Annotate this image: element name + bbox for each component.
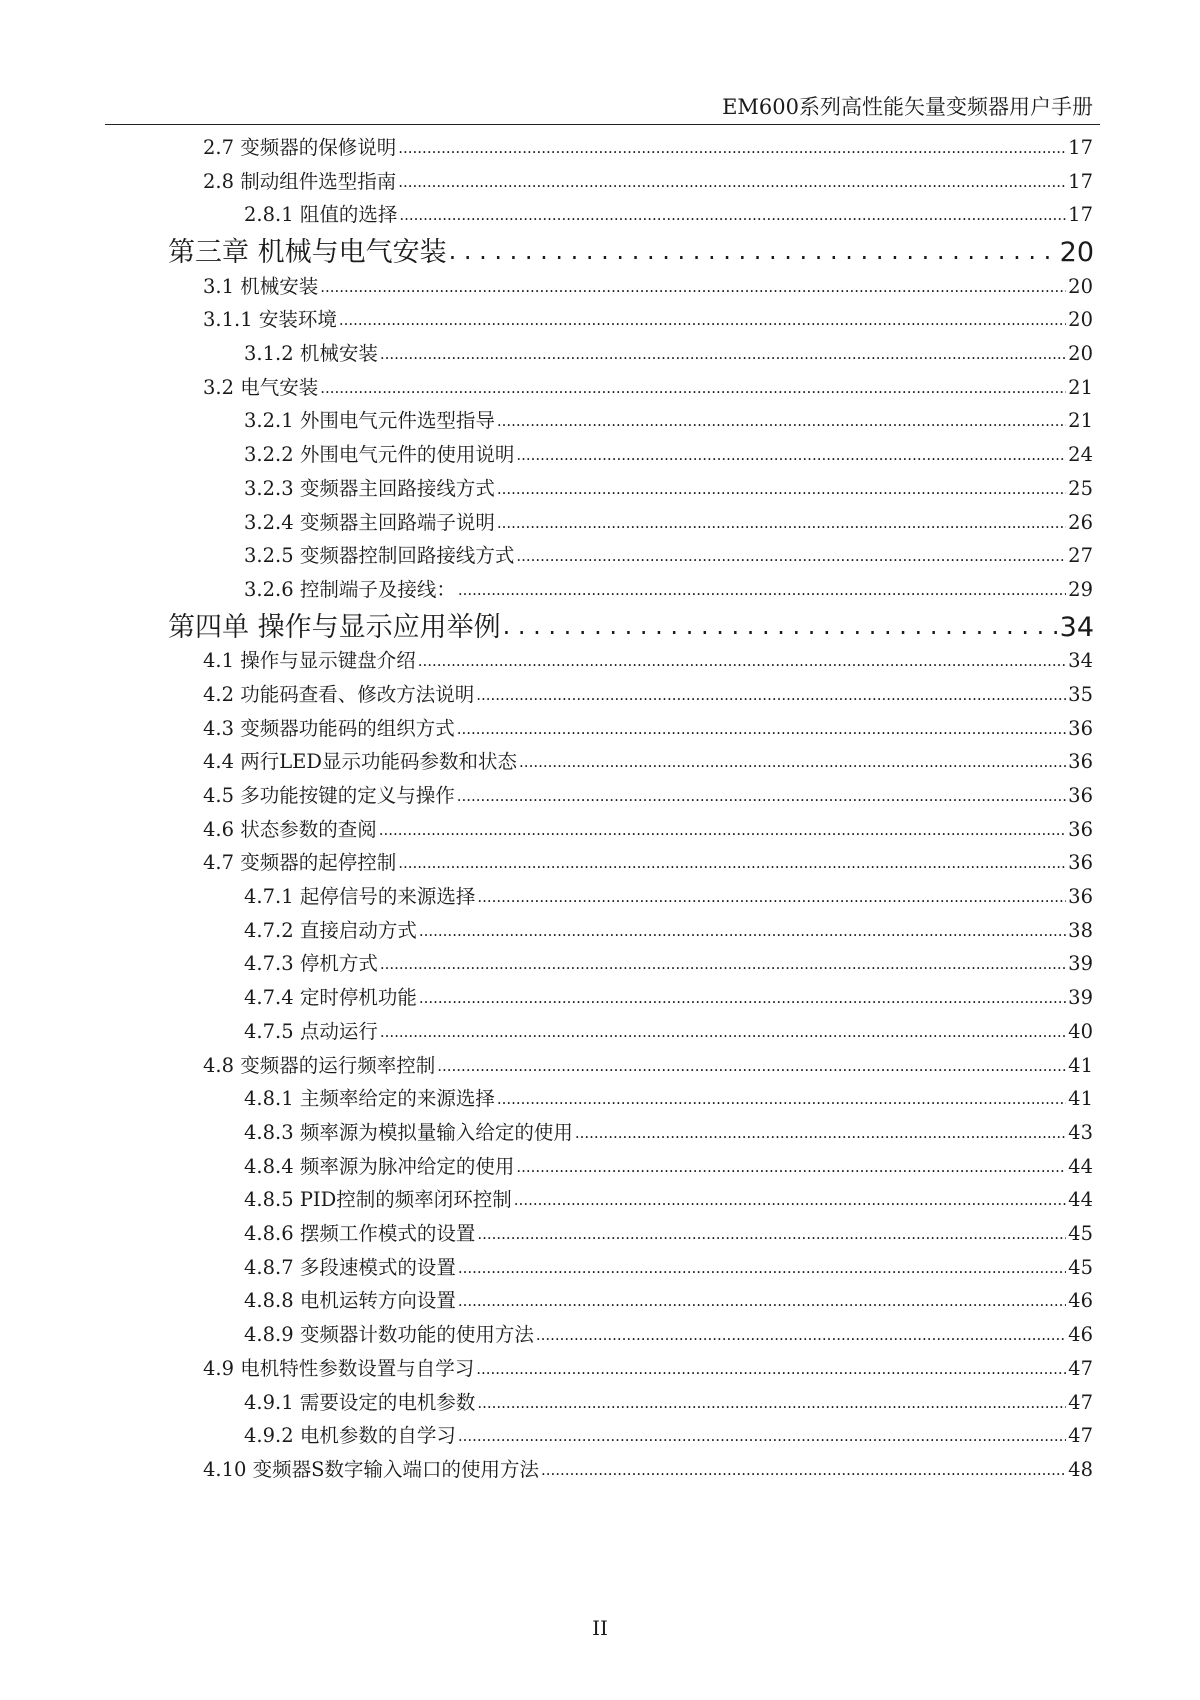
toc-entry-title: 4.6 状态参数的查阅 <box>203 817 377 841</box>
toc-entry-row[interactable] <box>203 847 1093 875</box>
toc-entry-row[interactable] <box>203 780 1093 808</box>
toc-leader-dots <box>320 274 1066 294</box>
toc-leader-dots <box>398 169 1066 189</box>
document-title: EM600系列高性能矢量变频器用户手册 <box>722 95 1093 119</box>
toc-page-number: 36 <box>1068 716 1093 740</box>
toc-leader-dots <box>516 544 1066 564</box>
toc-entry-title: 4.8 变频器的运行频率控制 <box>203 1053 436 1077</box>
toc-page-number: 36 <box>1068 817 1093 841</box>
toc-entry-title: 4.8.7 多段速模式的设置 <box>244 1255 456 1279</box>
toc-entry-title: 2.8.1 阻值的选择 <box>244 203 398 227</box>
toc-leader-dots <box>437 1053 1066 1073</box>
toc-entry-title: 4.10 变频器S数字输入端口的使用方法 <box>203 1457 539 1481</box>
toc-entry-row[interactable] <box>244 1117 1093 1145</box>
toc-entry-row[interactable] <box>203 372 1093 400</box>
toc-page-number: 36 <box>1068 885 1093 908</box>
toc-leader-dots <box>399 203 1066 223</box>
toc-leader-dots <box>519 750 1066 770</box>
toc-leader-dots <box>419 986 1066 1006</box>
toc-page-number: 20 <box>1068 308 1093 332</box>
toc-page-number: 44 <box>1068 1154 1093 1178</box>
toc-entry-row[interactable] <box>244 507 1093 535</box>
toc-entry-row[interactable] <box>244 439 1093 467</box>
toc-leader-dots <box>516 443 1066 463</box>
toc-entry-title: 3.2.3 变频器主回路接线方式 <box>244 476 495 500</box>
toc-entry-row[interactable] <box>244 1184 1093 1212</box>
toc-leader-dots <box>497 476 1066 496</box>
toc-entry-row[interactable] <box>244 915 1093 943</box>
toc-entry-title: 第四单 操作与显示应用举例 <box>168 611 501 643</box>
toc-entry-row[interactable] <box>203 645 1093 673</box>
toc-page-number: 40 <box>1068 1019 1093 1043</box>
toc-leader-dots <box>476 1356 1066 1376</box>
toc-entry-title: 4.9 电机特性参数设置与自学习 <box>203 1356 475 1380</box>
toc-page-number: 43 <box>1068 1120 1093 1144</box>
toc-entry-title: 2.7 变频器的保修说明 <box>203 136 397 159</box>
toc-leader-dots <box>380 1019 1066 1039</box>
toc-page-number: 47 <box>1068 1356 1093 1380</box>
toc-page-number: 41 <box>1068 1053 1093 1077</box>
toc-entry-row[interactable] <box>244 574 1093 602</box>
toc-page-number: 36 <box>1068 750 1093 774</box>
toc-leader-dots <box>457 716 1066 736</box>
toc-entry-row[interactable] <box>244 1151 1093 1179</box>
toc-entry-title: 3.1 机械安装 <box>203 274 319 298</box>
toc-page-number: 34 <box>1059 611 1094 643</box>
toc-leader-dots <box>449 234 1058 261</box>
toc-entry-title: 3.2.5 变频器控制回路接线方式 <box>244 544 515 568</box>
toc-page-number: 41 <box>1068 1087 1093 1111</box>
toc-entry-row[interactable] <box>203 1050 1093 1078</box>
toc-entry-row[interactable] <box>203 713 1093 741</box>
toc-leader-dots <box>497 1087 1066 1107</box>
toc-chapter-row[interactable] <box>168 608 1094 644</box>
toc-entry-row[interactable] <box>244 1252 1093 1280</box>
toc-entry-row[interactable] <box>244 1387 1093 1415</box>
toc-entry-row[interactable] <box>244 199 1093 227</box>
toc-leader-dots <box>418 649 1066 669</box>
toc-entry-title: 3.2.1 外围电气元件选型指导 <box>244 409 495 433</box>
toc-leader-dots <box>575 1120 1066 1140</box>
toc-entry-title: 2.8 制动组件选型指南 <box>203 169 397 193</box>
page-number: II <box>592 1616 608 1640</box>
toc-leader-dots <box>457 783 1066 803</box>
toc-leader-dots <box>536 1323 1066 1343</box>
toc-entry-title: 3.1.1 安装环境 <box>203 308 337 332</box>
toc-leader-dots <box>380 952 1066 972</box>
toc-entry-title: 3.2.4 变频器主回路端子说明 <box>244 510 495 534</box>
toc-entry-title: 4.8.4 频率源为脉冲给定的使用 <box>244 1154 515 1178</box>
toc-leader-dots <box>419 918 1066 938</box>
toc-entry-title: 4.7 变频器的起停控制 <box>203 851 397 875</box>
toc-page-number: 36 <box>1068 783 1093 807</box>
toc-page-number: 25 <box>1068 476 1093 500</box>
toc-entry-row[interactable] <box>203 166 1093 194</box>
toc-entry-title: 4.8.9 变频器计数功能的使用方法 <box>244 1323 534 1347</box>
toc-leader-dots <box>497 510 1066 530</box>
toc-leader-dots <box>477 885 1066 905</box>
toc-page-number: 47 <box>1068 1424 1093 1448</box>
toc-leader-dots <box>458 1424 1066 1444</box>
toc-page-number: 47 <box>1068 1390 1093 1414</box>
toc-leader-dots <box>503 609 1058 636</box>
toc-entry-title: 4.5 多功能按键的定义与操作 <box>203 783 455 807</box>
toc-entry-title: 4.8.1 主频率给定的来源选择 <box>244 1087 495 1111</box>
toc-entry-row[interactable] <box>244 338 1093 366</box>
toc-leader-dots <box>477 1390 1066 1410</box>
toc-page-number: 17 <box>1068 169 1093 193</box>
header-rule <box>105 124 1100 125</box>
toc-entry-title: 4.8.8 电机运转方向设置 <box>244 1289 456 1313</box>
toc-entry-row[interactable] <box>244 948 1093 976</box>
toc-entry-row[interactable] <box>203 271 1093 299</box>
toc-entry-title: 4.9.1 需要设定的电机参数 <box>244 1390 476 1414</box>
toc-entry-row[interactable] <box>244 473 1093 501</box>
toc-leader-dots <box>458 1255 1066 1275</box>
toc-page-number: 34 <box>1068 649 1093 673</box>
toc-entry-title: 3.2.6 控制端子及接线： <box>244 577 456 601</box>
toc-page-number: 29 <box>1068 577 1093 601</box>
toc-leader-dots <box>320 375 1066 395</box>
toc-entry-title: 4.8.6 摆频工作模式的设置 <box>244 1222 476 1245</box>
toc-leader-dots <box>398 136 1066 156</box>
toc-entry-title: 4.8.5 PID控制的频率闭环控制 <box>244 1188 512 1212</box>
toc-entry-title: 第三章 机械与电气安装 <box>168 237 447 269</box>
toc-page-number: 44 <box>1068 1188 1093 1212</box>
toc-entry-title: 3.1.2 机械安装 <box>244 342 378 365</box>
toc-entry-row[interactable] <box>203 304 1093 332</box>
toc-entry-title: 4.7.4 定时停机功能 <box>244 986 417 1010</box>
toc-entry-title: 4.2 功能码查看、修改方法说明 <box>203 682 475 706</box>
toc-page-number: 45 <box>1068 1222 1093 1245</box>
toc-page-number: 36 <box>1068 851 1093 875</box>
toc-entry-title: 4.7.3 停机方式 <box>244 952 378 976</box>
toc-page-number: 46 <box>1068 1323 1093 1347</box>
toc-entry-row[interactable] <box>203 1353 1093 1381</box>
toc-entry-row[interactable] <box>244 1083 1093 1111</box>
toc-page-number: 39 <box>1068 952 1093 976</box>
toc-page-number: 27 <box>1068 544 1093 568</box>
toc-entry-row[interactable] <box>244 1218 1093 1246</box>
toc-leader-dots <box>398 851 1066 871</box>
toc-leader-dots <box>339 308 1066 328</box>
toc-leader-dots <box>379 817 1066 837</box>
toc-chapter-row[interactable] <box>168 233 1094 269</box>
toc-entry-row[interactable] <box>203 679 1093 707</box>
toc-leader-dots <box>458 577 1066 597</box>
toc-entry-title: 4.7.2 直接启动方式 <box>244 918 417 942</box>
toc-page-number: 20 <box>1068 274 1093 298</box>
toc-page-number: 45 <box>1068 1255 1093 1279</box>
toc-entry-row[interactable] <box>244 1319 1093 1347</box>
toc-leader-dots <box>497 409 1066 429</box>
toc-leader-dots <box>477 1222 1066 1242</box>
toc-page-number: 20 <box>1068 342 1093 365</box>
toc-entry-row[interactable] <box>244 405 1093 433</box>
toc-page-number: 21 <box>1068 409 1093 433</box>
toc-page-number: 17 <box>1068 136 1093 159</box>
toc-leader-dots <box>541 1457 1066 1477</box>
toc-page-number: 48 <box>1068 1457 1093 1481</box>
toc-leader-dots <box>514 1188 1066 1208</box>
toc-leader-dots <box>458 1289 1066 1309</box>
toc-page-number: 26 <box>1068 510 1093 534</box>
toc-entry-row[interactable] <box>244 540 1093 568</box>
toc-leader-dots <box>380 342 1066 362</box>
toc-page-number: 24 <box>1068 443 1093 467</box>
toc-entry-row[interactable] <box>203 814 1093 842</box>
toc-entry-row[interactable] <box>244 881 1093 909</box>
toc-entry-row[interactable] <box>244 982 1093 1010</box>
toc-page-number: 38 <box>1068 918 1093 942</box>
toc-entry-row[interactable] <box>203 1454 1093 1482</box>
toc-entry-title: 4.3 变频器功能码的组织方式 <box>203 716 455 740</box>
toc-page-number: 21 <box>1068 375 1093 399</box>
toc-entry-row[interactable] <box>203 746 1093 774</box>
toc-entry-row[interactable] <box>203 132 1093 160</box>
toc-entry-title: 4.7.1 起停信号的来源选择 <box>244 885 476 908</box>
toc-entry-row[interactable] <box>244 1420 1093 1448</box>
toc-page-number: 20 <box>1059 237 1094 269</box>
toc-entry-title: 4.8.3 频率源为模拟量输入给定的使用 <box>244 1120 573 1144</box>
toc-entry-row[interactable] <box>244 1285 1093 1313</box>
toc-leader-dots <box>476 682 1066 702</box>
toc-page-number: 35 <box>1068 682 1093 706</box>
toc-page-number: 46 <box>1068 1289 1093 1313</box>
toc-entry-title: 4.7.5 点动运行 <box>244 1019 378 1043</box>
toc-page-number: 39 <box>1068 986 1093 1010</box>
toc-entry-title: 4.9.2 电机参数的自学习 <box>244 1424 456 1448</box>
toc-entry-title: 3.2 电气安装 <box>203 375 319 399</box>
toc-entry-row[interactable] <box>244 1016 1093 1044</box>
toc-entry-title: 3.2.2 外围电气元件的使用说明 <box>244 443 515 467</box>
toc-page-number: 17 <box>1068 203 1093 227</box>
toc-entry-title: 4.1 操作与显示键盘介绍 <box>203 649 416 673</box>
toc-entry-title: 4.4 两行LED显示功能码参数和状态 <box>203 750 518 774</box>
toc-leader-dots <box>516 1154 1066 1174</box>
